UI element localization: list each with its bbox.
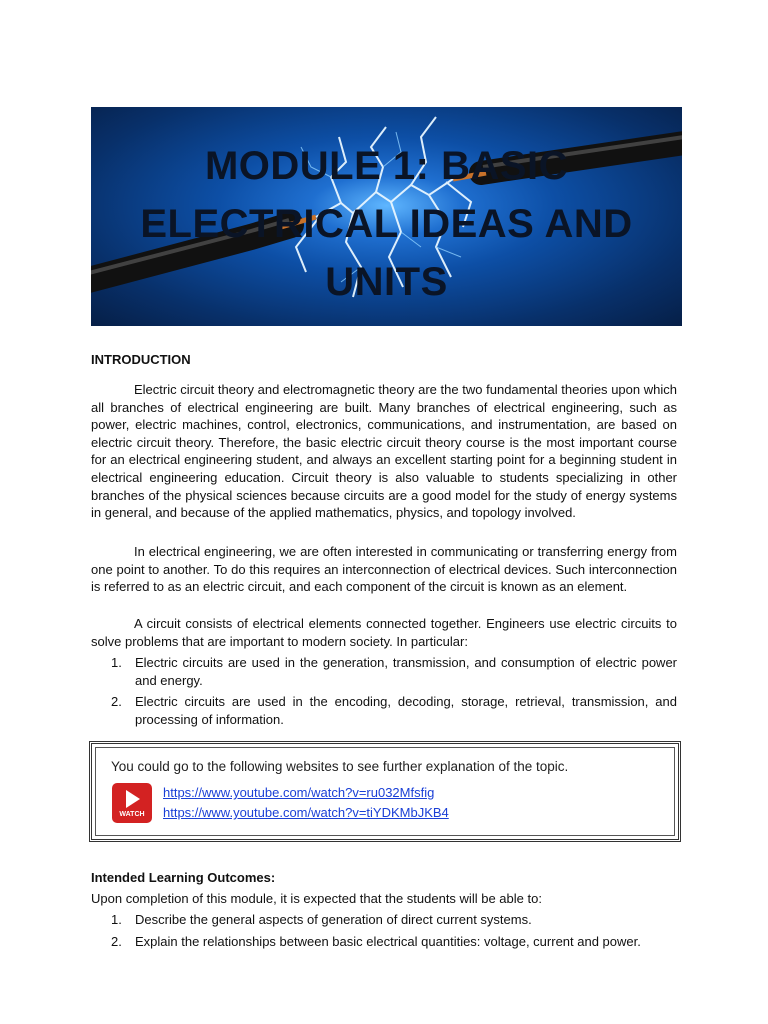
module-title-line: MODULE 1: BASIC [204,144,569,188]
list-item-text: Electric circuits are used in the generation, transmission, and consumption of electric power and energy. [135,655,677,688]
outcomes-intro: Upon completion of this module, it is expected that the students will be able to: [91,891,542,906]
intro-paragraph-3: A circuit consists of electrical elements connected together. Engineers use electric circuits to solve problems that are important to modern society. In particular: [91,616,677,649]
introduction-heading: INTRODUCTION [91,352,191,367]
watch-label: WATCH [119,811,145,818]
watch-button[interactable] [112,783,152,823]
list-number: 1. [111,655,122,670]
list-item-text: Explain the relationships between basic electrical quantities: voltage, current and power. [135,933,641,949]
circuit-uses-list [91,654,677,728]
list-number: 2. [111,933,122,949]
module-title-line: UNITS [325,260,448,304]
list-number: 1. [111,912,122,927]
list-item [91,933,677,951]
list-item-text: Electric circuits are used in the encoding, decoding, storage, retrieval, transmission, and processing of information. [135,694,677,727]
list-number: 2. [111,694,122,710]
video-links-box-inner [95,747,675,836]
youtube-link-1[interactable]: https://www.youtube.com/watch?v=ru032Mfsfig [163,785,435,800]
module-title [91,137,682,311]
youtube-link-2[interactable]: https://www.youtube.com/watch?v=tiYDKMbJKB4 [163,805,449,820]
list-item [91,911,677,929]
list-item [91,654,677,689]
list-item [91,693,677,728]
outcomes-heading: Intended Learning Outcomes: [91,870,276,885]
list-item-text: Describe the general aspects of generation of direct current systems. [135,912,532,927]
outcomes-list [91,911,677,950]
module-banner [91,107,682,326]
module-title-line: ELECTRICAL IDEAS AND [140,202,633,246]
intro-paragraph-1: Electric circuit theory and electromagnetic theory are the two fundamental theories upon which all branches of electrical engineering are built. Many branches of electrical engineering, such as power, electric machines, control, electronics, communications, and instrumentation, are based on electric circuit theory. Therefore, the basic electric circuit theory course is the most important course for an electrical engineering student, and always an excellent starting point for a beginning student in electrical engineering education. Circuit theory is also valuable to students specializing in other branches of the physical sciences because circuits are a good model for the study of energy systems in general, and because of the applied mathematics, physics, and topology involved. [91,382,677,521]
video-links-box [89,741,681,842]
video-links-description: You could go to the following websites to see further explanation of the topic. [111,759,569,774]
intro-paragraph-2: In electrical engineering, we are often interested in communicating or transferring energy from one point to another. To do this requires an interconnection of electrical devices. Such interconnection is referred to as an electric circuit, and each component of the circuit is known as an element. [91,544,677,595]
